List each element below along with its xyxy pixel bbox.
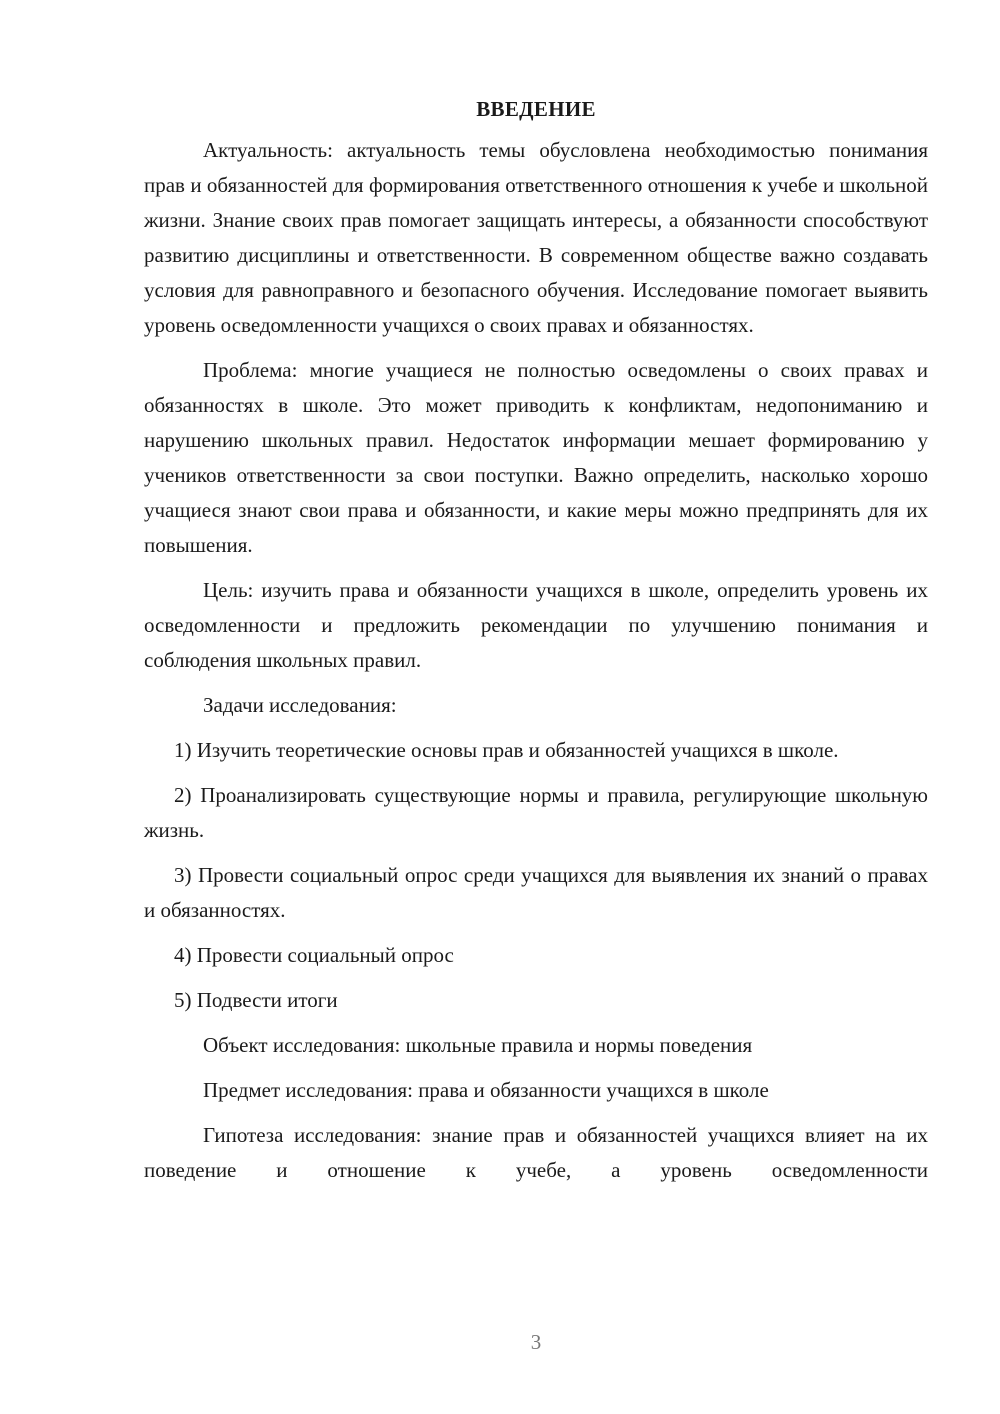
tasks-title: Задачи исследования: xyxy=(203,693,397,717)
task-item: 5) Подвести итоги xyxy=(174,988,338,1012)
problem-paragraph: Проблема: многие учащиеся не полностью осведомлены о своих правах и обязанностях в школе. Это может приводить к конфликтам, недопониманию и нарушению школьных правил. Недостаток информации мешает формированию у учеников ответственности за свои поступки. Важно определить, насколько хорошо учащиеся знают свои права и обязанности, и какие меры можно предпринять для их повышения. xyxy=(144,358,928,557)
research-object: Объект исследования: школьные правила и нормы поведения xyxy=(203,1033,753,1057)
goal-paragraph: Цель: изучить права и обязанности учащихся в школе, определить уровень их осведомленности и предложить рекомендации по улучшению понимания и соблюдения школьных правил. xyxy=(144,578,928,672)
relevance-paragraph: Актуальность: актуальность темы обусловлена необходимостью понимания прав и обязанностей для формирования ответственного отношения к учебе и школьной жизни. Знание своих прав помогает защищать интересы, а обязанности способствуют развитию дисциплины и ответственности. В современном обществе важно создавать условия для равноправного и безопасного обучения. Исследование помогает выявить уровень осведомленности учащихся о своих правах и обязанностях. xyxy=(144,138,928,337)
task-item: 3) Провести социальный опрос среди учащихся для выявления их знаний о правах и обязанностях. xyxy=(144,863,928,922)
page-number: 3 xyxy=(530,1330,542,1354)
research-subject: Предмет исследования: права и обязанности учащихся в школе xyxy=(203,1078,769,1102)
task-item: 4) Провести социальный опрос xyxy=(174,943,454,967)
research-hypothesis: Гипотеза исследования: знание прав и обязанностей учащихся влияет на их поведение и отношение к учебе, а уровень осведомленности xyxy=(144,1123,928,1182)
page-content xyxy=(144,92,928,1198)
task-item: 2) Проанализировать существующие нормы и правила, регулирующие школьную жизнь. xyxy=(144,783,928,842)
task-item: 1) Изучить теоретические основы прав и обязанностей учащихся в школе. xyxy=(174,738,839,762)
section-heading: ВВЕДЕНИЕ xyxy=(476,97,596,121)
